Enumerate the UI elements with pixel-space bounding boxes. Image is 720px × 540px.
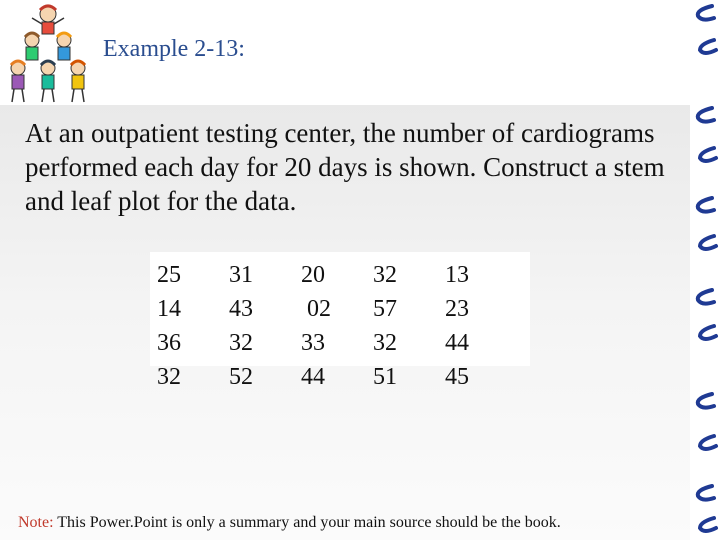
table-cell: 14 (157, 296, 181, 322)
table-cell: 57 (373, 296, 397, 322)
table-cell: 25 (157, 262, 181, 288)
table-cell: 23 (445, 296, 469, 322)
footer-note (18, 514, 561, 532)
table-cell: 33 (301, 330, 325, 356)
table-cell: 31 (229, 262, 253, 288)
table-cell: 20 (301, 262, 325, 288)
table-cell: 51 (373, 364, 397, 390)
table-cell: 44 (445, 330, 469, 356)
table-cell: 45 (445, 364, 469, 390)
table-cell: 43 (229, 296, 253, 322)
table-cell: 13 (445, 262, 469, 288)
table-cell: 32 (373, 262, 397, 288)
note-label: Note: (18, 514, 54, 531)
table-cell: 32 (373, 330, 397, 356)
table-cell: 44 (301, 364, 325, 390)
table-cell: 36 (157, 330, 181, 356)
table-cell: 52 (229, 364, 253, 390)
table-row (157, 258, 495, 292)
table-row (157, 360, 495, 394)
table-row (157, 292, 495, 326)
table-cell: 02 (301, 296, 331, 322)
problem-statement: At an outpatient testing center, the number of cardiograms performed each day for 20 days is shown. Construct a stem and leaf plot for the data. (25, 118, 665, 216)
table-row (157, 326, 495, 360)
squiggle-border-icon (690, 0, 720, 540)
children-pyramid-clipart (2, 2, 94, 106)
data-table (157, 258, 495, 394)
slide-title: Example 2-13: (103, 36, 245, 62)
table-cell: 32 (229, 330, 253, 356)
table-cell: 32 (157, 364, 181, 390)
note-text: This Power.Point is only a summary and your main source should be the book. (53, 514, 561, 531)
